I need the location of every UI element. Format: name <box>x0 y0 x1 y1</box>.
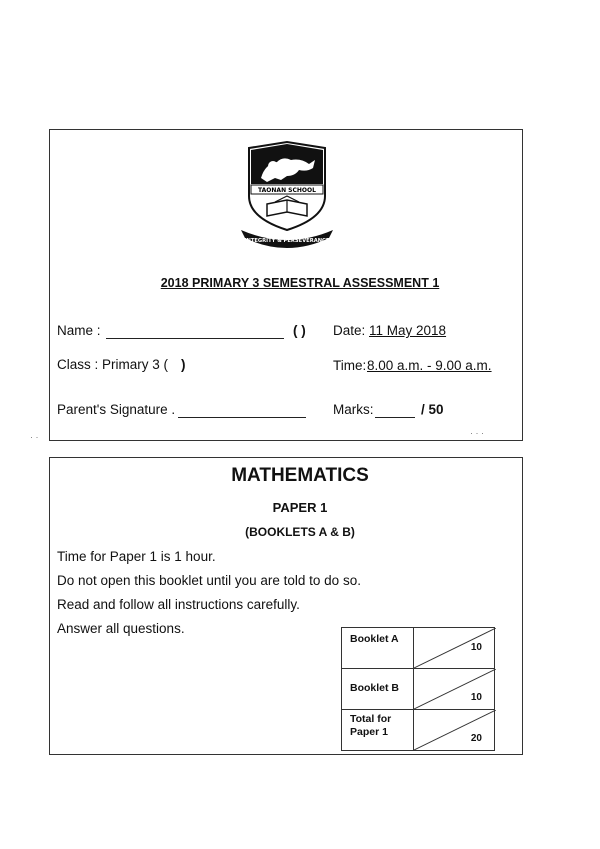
marks-row-booklet-a <box>342 628 495 669</box>
marks-row-total <box>342 710 495 751</box>
class-close-paren: ) <box>181 357 186 372</box>
parent-signature-label: Parent's Signature . <box>57 402 176 417</box>
marks-label: Marks: <box>333 402 374 417</box>
name-label: Name : <box>57 323 101 338</box>
marks-field-line[interactable] <box>375 402 415 418</box>
assessment-title: 2018 PRIMARY 3 SEMESTRAL ASSESSMENT 1 <box>160 276 440 290</box>
marks-table <box>341 627 495 751</box>
instruction-line: Read and follow all instructions carefully. <box>57 597 300 612</box>
marks-row-label: Total for Paper 1 <box>342 710 414 751</box>
marks-total: / 50 <box>421 402 444 417</box>
class-label: Class : Primary 3 ( <box>57 357 169 372</box>
instruction-line: Time for Paper 1 is 1 hour. <box>57 549 216 564</box>
school-crest-logo <box>237 138 337 250</box>
marks-cell-booklet-b[interactable] <box>414 669 495 710</box>
paper-title: PAPER 1 <box>272 500 328 515</box>
date-label: Date: <box>333 323 366 338</box>
svg-text:INTEGRITY & PERSEVERANCE: INTEGRITY & PERSEVERANCE <box>244 238 330 244</box>
scan-mark-left: · · <box>30 432 39 442</box>
parent-signature-line[interactable] <box>178 402 306 418</box>
marks-cell-booklet-a[interactable] <box>414 628 495 669</box>
marks-row-label: Booklet A <box>342 628 414 669</box>
instruction-line: Do not open this booklet until you are told to do so. <box>57 573 361 588</box>
marks-row-label: Booklet B <box>342 669 414 710</box>
booklets-title: (BOOKLETS A & B) <box>245 525 355 539</box>
date-value: 11 May 2018 <box>369 323 447 338</box>
instruction-line: Answer all questions. <box>57 621 185 636</box>
marks-cell-total[interactable] <box>414 710 495 751</box>
time-label: Time: <box>333 358 367 373</box>
scan-mark-right: · · · <box>470 428 484 438</box>
svg-text:TAONAN SCHOOL: TAONAN SCHOOL <box>258 187 316 194</box>
name-field-line[interactable] <box>106 323 284 339</box>
diagonal-divider <box>414 710 496 750</box>
subject-title: MATHEMATICS <box>231 465 369 486</box>
marks-max-value: 10 <box>470 642 482 653</box>
marks-row-booklet-b <box>342 669 495 710</box>
diagonal-divider <box>414 628 496 668</box>
diagonal-divider <box>414 669 496 709</box>
time-value: 8.00 a.m. - 9.00 a.m. <box>367 358 492 373</box>
index-number-parens: ( ) <box>293 323 306 338</box>
marks-max-value: 20 <box>470 733 482 744</box>
marks-max-value: 10 <box>470 692 482 703</box>
